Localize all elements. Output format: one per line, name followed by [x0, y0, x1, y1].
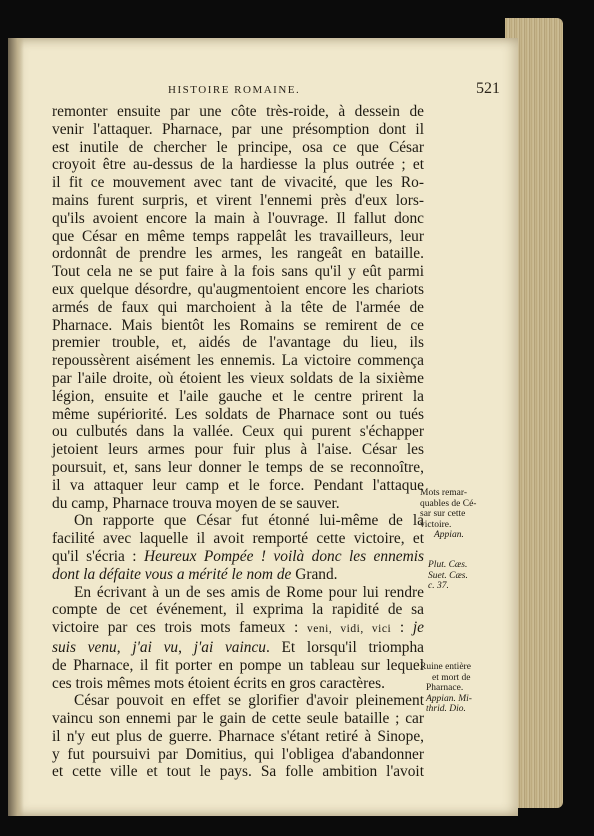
italic-quote: suis venu	[52, 638, 117, 656]
book-page	[8, 38, 518, 816]
margin-note-line: Pharnace.	[426, 683, 464, 693]
margin-note-line: victoire.	[420, 519, 452, 530]
margin-note-line: Suet. Cæs.	[428, 570, 468, 581]
margin-note-line: c. 37.	[428, 581, 449, 591]
text-span: . Et lorsqu'il triompha	[265, 638, 425, 656]
text-line: légion, ensuite et l'aile gauche et le centre prirent la	[52, 387, 424, 405]
paragraph-1	[52, 103, 424, 512]
main-text	[52, 103, 424, 781]
margin-note-line: Ruine entière	[420, 662, 471, 672]
text-line: eux quelque désordre, qu'augmentoient encore les chariots	[52, 280, 424, 298]
paragraph-3	[52, 584, 424, 693]
text-line	[52, 548, 424, 566]
text-line: est inutile de chercher le principe, osa ce que César	[52, 138, 424, 156]
text-span: Grand.	[295, 565, 338, 583]
text-line: il va attaquer leur camp et le force. Pendant l'attaque	[52, 476, 424, 494]
text-line	[52, 639, 424, 657]
text-span: ,	[116, 638, 133, 656]
text-span: :	[391, 619, 413, 637]
text-span: ,	[178, 638, 194, 656]
text-line: même supériorité. Les soldats de Pharnace sont ou tués	[52, 405, 424, 423]
text-line: Pharnace. Mais bientôt les Romains se remirent de ce	[52, 316, 424, 334]
text-line: croyoit être au-dessus de la hardiesse la plus outrée ; et	[52, 156, 424, 174]
text-line: que César en même temps rappelât les travailleurs, leur	[52, 227, 424, 245]
italic-quote: j'ai vu	[132, 638, 179, 656]
running-header: HISTOIRE ROMAINE.	[168, 84, 301, 96]
italic-quote: je	[412, 619, 424, 637]
margin-note-source: thrid. Dio.	[426, 704, 466, 714]
text-line: venir l'attaquer. Pharnace, par une présomption dont il	[52, 120, 424, 138]
text-line: il fit ce mouvement avec tant de vivacité, que les Ro-	[52, 174, 424, 192]
text-line: du camp, Pharnace trouva moyen de se sauver.	[52, 494, 340, 512]
text-line: y fut poursuivi par Domitius, qui l'obligea d'abandonner	[52, 745, 424, 763]
text-line: ou culbutés dans la vallée. Ceux qui purent s'échapper	[52, 423, 424, 441]
text-line: On rapporte que César fut étonné lui-même de la	[74, 512, 424, 530]
text-line: repoussèrent aisément les ennemis. La victoire commença	[52, 352, 424, 370]
margin-note-mots-remarquables	[420, 488, 502, 541]
paragraph-4	[52, 692, 424, 781]
text-line	[52, 566, 424, 584]
margin-note-source: Appian. Mi-	[426, 693, 472, 704]
margin-note-ruine-pharnace	[420, 662, 502, 715]
margin-note-line: et mort de	[432, 672, 471, 683]
text-line: César pouvoit en effet se glorifier d'avoir pleinement	[74, 692, 424, 710]
text-line: il n'y eut plus de guerre. Pharnace s'étant retiré à Sinope,	[52, 727, 424, 745]
italic-quote: Heureux Pompée ! voilà donc les ennemis	[143, 547, 424, 565]
text-line	[52, 619, 424, 639]
text-line: premier trouble, et, aidés de l'avantage du lieu, ils	[52, 334, 424, 352]
text-line: par l'aile droite, où étoient les vieux soldats de la sixième	[52, 369, 424, 387]
text-line: armés de faux qui marchoient à la tête de l'armée de	[52, 298, 424, 316]
text-line: vaincu son ennemi par le gain de cette seule bataille ; car	[52, 710, 424, 728]
margin-note-source: Appian.	[434, 530, 464, 540]
paragraph-2	[52, 512, 424, 583]
margin-note-line: Plut. Cæs.	[428, 560, 468, 570]
text-span: qu'il s'écria :	[52, 547, 144, 565]
text-span: victoire par ces trois mots fameux :	[52, 619, 308, 637]
text-line: En écrivant à un de ses amis de Rome pour lui rendre	[74, 583, 424, 601]
text-line: qu'ils avoient encore la main à l'ouvrage. Il fallut donc	[52, 209, 424, 227]
text-line: ces trois mêmes mots étoient écrits en gros caractères.	[52, 674, 385, 692]
italic-quote: j'ai vaincu	[193, 638, 266, 656]
text-line: compte de cet événement, il exprima la rapidité de sa	[52, 601, 424, 619]
margin-note-plutarch	[428, 560, 510, 592]
margin-note-line: sar sur cette	[420, 509, 466, 519]
text-line: remonter ensuite par une côte très-roide, à dessein de	[52, 103, 424, 120]
text-line: ordonnât de prendre les armes, les rangeât en bataille.	[52, 245, 424, 263]
text-line: poursuit, et, sans leur donner le temps de se reconnoître,	[52, 458, 424, 476]
text-line: mains furent surpris, et virent l'ennemi près d'eux lors-	[52, 191, 424, 209]
text-line: de Pharnace, il fit porter en pompe un tableau sur lequel	[52, 656, 424, 674]
page-number: 521	[476, 80, 500, 97]
text-line: Tout cela ne se put faire à la fois sans qu'il y eût parmi	[52, 263, 424, 281]
text-line: facilité avec laquelle il avoit remporté cette victoire, et	[52, 530, 424, 548]
small-caps-quote: veni, vidi, vici	[307, 623, 392, 636]
text-line: jetoient leurs armes pour fuir plus à l'aise. César les	[52, 441, 424, 459]
italic-quote: dont la défaite vous a mérité le nom de	[52, 565, 296, 583]
margin-note-line: Mots remar-	[420, 488, 468, 498]
text-line: et cette ville et tout le pays. Sa folle ambition l'avoit	[52, 763, 424, 781]
margin-note-line: quables de Cé-	[420, 498, 477, 509]
